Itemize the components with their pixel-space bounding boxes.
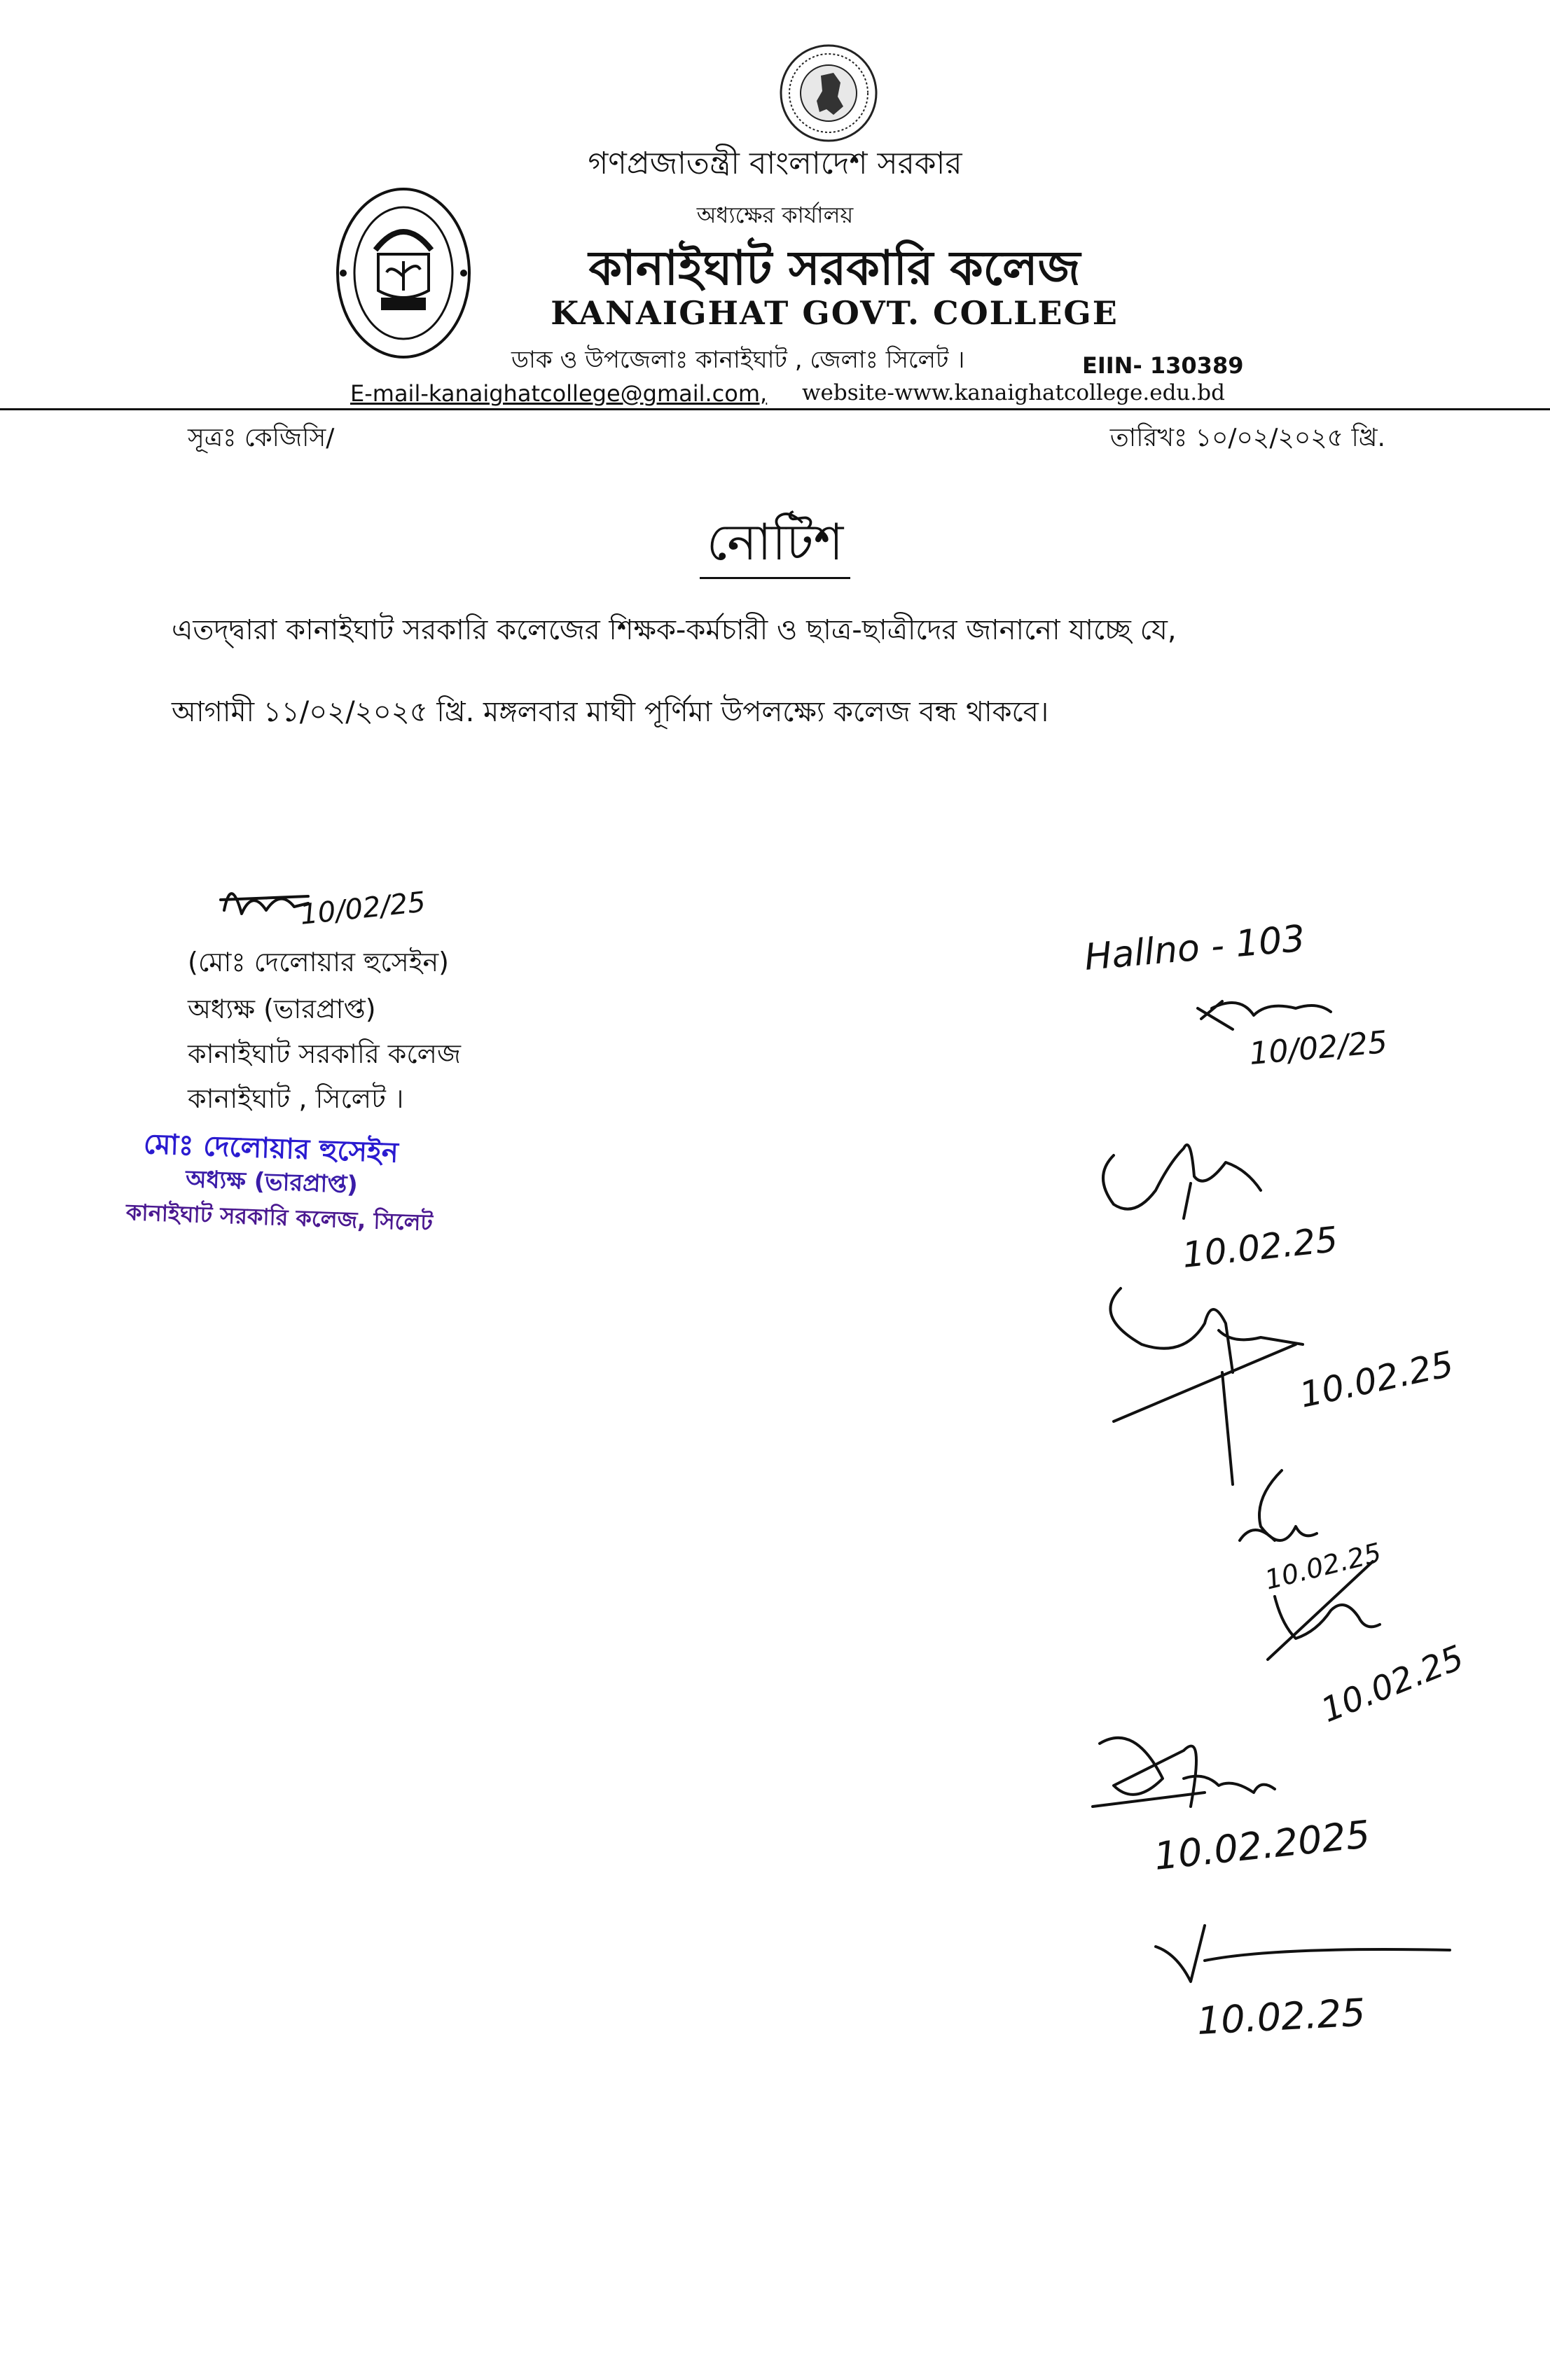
principal-signature [221, 893, 308, 914]
college-name-english: KANAIGHAT GOVT. COLLEGE [551, 294, 1119, 332]
notice-title-text: নোটিশ [700, 513, 851, 579]
eiin-number: EIIN- 130389 [1082, 352, 1244, 379]
stamp-institution: কানাইঘাট সরকারি কলেজ, সিলেট [125, 1199, 434, 1237]
reference-number: সূত্রঃ কেজিসি/ [188, 424, 335, 452]
signature-3 [1110, 1288, 1303, 1484]
signature-2 [1103, 1145, 1261, 1218]
signature-6 [1093, 1738, 1275, 1807]
signature-4-date: 10.02.25 [1261, 1537, 1385, 1596]
notice-date: তারিখঃ ১০/০২/২০২৫ খ্রি. [1109, 424, 1385, 452]
signature-7 [1156, 1926, 1450, 1982]
signatory-designation: অধ্যক্ষ (ভারপ্রাপ্ত) [188, 994, 376, 1024]
signature-1-date: 10/02/25 [1247, 1024, 1389, 1072]
signature-4 [1240, 1470, 1317, 1540]
signature-6-date: 10.02.2025 [1151, 1811, 1372, 1879]
signatory-name: (মোঃ দেলোয়ার হুসেইন) [188, 947, 449, 977]
signature-2-date: 10.02.25 [1180, 1218, 1340, 1276]
college-address: ডাক ও উপজেলাঃ কানাইঘাট , জেলাঃ সিলেট । [511, 346, 965, 374]
signatory-institution: কানাইঘাট সরকারি কলেজ [188, 1038, 461, 1069]
notice-body-line-2: আগামী ১১/০২/২০২৫ খ্রি. মঙ্গলবার মাঘী পূর্ণিমা উপলক্ষ্যে কলেজ বন্ধ থাকবে। [172, 696, 1049, 728]
stamp-name: মোঃ দেলোয়ার হুসেইন [143, 1128, 399, 1169]
stamp-designation: অধ্যক্ষ (ভারপ্রাপ্ত) [185, 1165, 359, 1199]
college-name-bangla: কানাইঘাট সরকারি কলেজ [588, 241, 1081, 296]
government-heading: গণপ্রজাতন্ত্রী বাংলাদেশ সরকার [588, 146, 962, 181]
signature-3-date: 10.02.25 [1296, 1343, 1458, 1416]
signature-7-date: 10.02.25 [1196, 1990, 1366, 2043]
principal-signature-date: 10/02/25 [298, 886, 427, 931]
website-link[interactable]: website-www.kanaighatcollege.edu.bd [802, 380, 1225, 405]
office-heading: অধ্যক্ষের কার্যালয় [696, 202, 854, 228]
hall-number-note: Hallno - 103 [1082, 917, 1307, 979]
notice-body-line-1: এতদ্দ্বারা কানাইঘাট সরকারি কলেজের শিক্ষক-কর্মচারী ও ছাত্র-ছাত্রীদের জানানো যাচ্ছে যে, [172, 614, 1177, 646]
email-link[interactable]: E-mail-kanaighatcollege@gmail.com, [350, 380, 768, 407]
signature-1 [1198, 1001, 1331, 1029]
signatory-location: কানাইঘাট , সিলেট । [188, 1083, 404, 1114]
signature-5-date: 10.02.25 [1315, 1638, 1469, 1731]
